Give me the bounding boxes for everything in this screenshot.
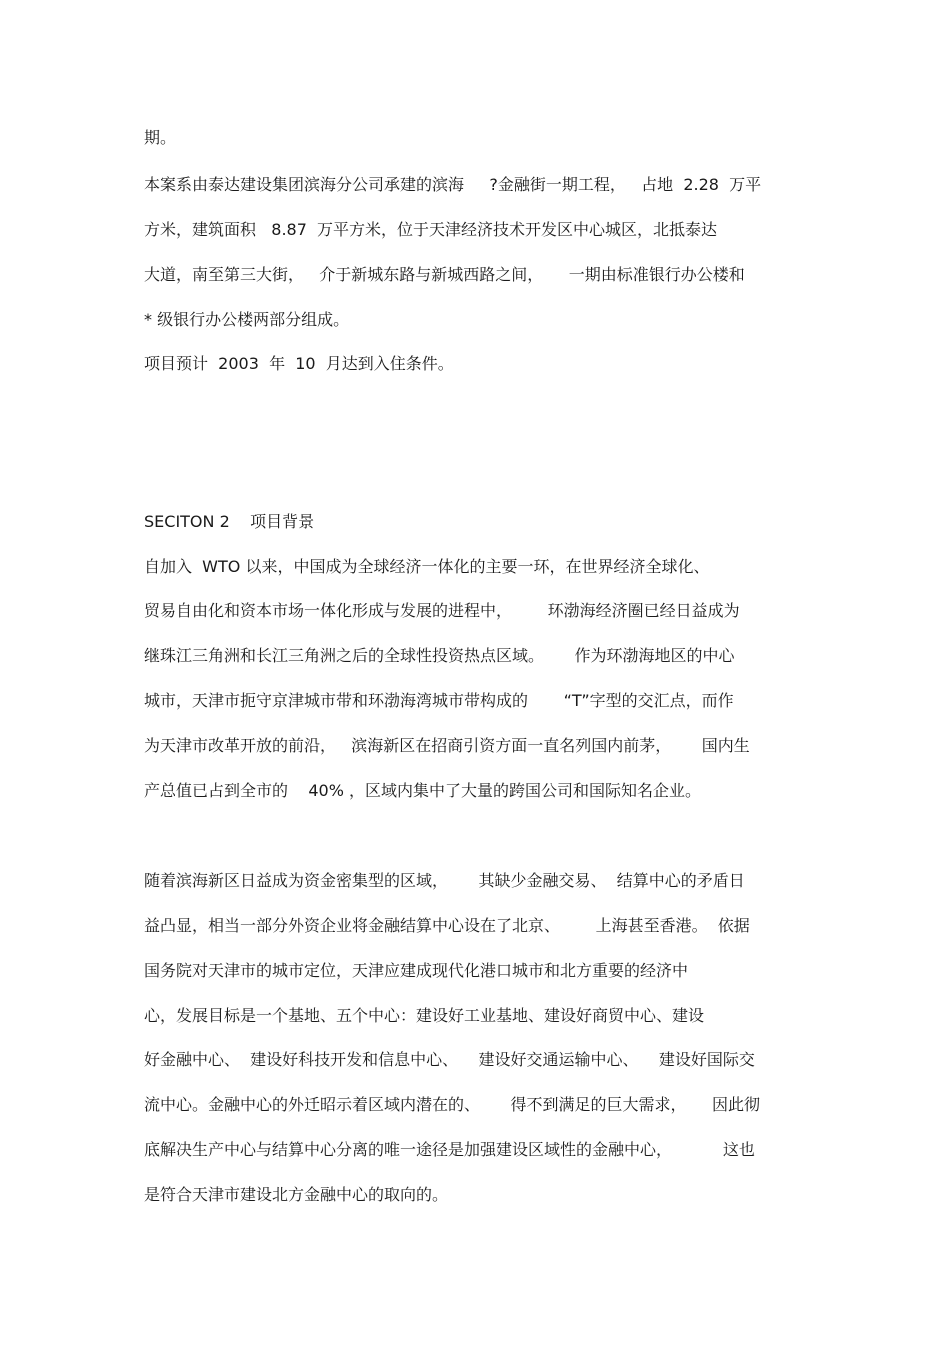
section-heading: SECITON 2 项目背景 bbox=[144, 512, 315, 531]
text-line: 是符合天津市建设北方金融中心的取向的。 bbox=[144, 1185, 449, 1204]
text-line: 底解决生产中心与结算中心分离的唯一途径是加强建设区域性的金融中心， 这也 bbox=[144, 1140, 755, 1159]
text-line: 大道，南至第三大街， 介于新城东路与新城西路之间， 一期由标准银行办公楼和 bbox=[144, 265, 745, 284]
text-line: 心，发展目标是一个基地、五个中心：建设好工业基地、建设好商贸中心、建设 bbox=[144, 1006, 705, 1025]
text-line: 好金融中心、 建设好科技开发和信息中心、 建设好交通运输中心、 建设好国际交 bbox=[144, 1050, 755, 1069]
text-line: 益凸显，相当一部分外资企业将金融结算中心设在了北京、 上海甚至香港。 依据 bbox=[144, 916, 750, 935]
text-line: 继珠江三角洲和长江三角洲之后的全球性投资热点区域。 作为环渤海地区的中心 bbox=[144, 646, 735, 665]
text-line: 期。 bbox=[144, 128, 177, 147]
text-line: 城市，天津市扼守京津城市带和环渤海湾城市带构成的 “T”字型的交汇点，而作 bbox=[144, 691, 734, 710]
text-line: 项目预计 2003 年 10 月达到入住条件。 bbox=[144, 354, 454, 373]
text-line: 贸易自由化和资本市场一体化形成与发展的进程中， 环渤海经济圈已经日益成为 bbox=[144, 601, 740, 620]
text-line: 国务院对天津市的城市定位，天津应建成现代化港口城市和北方重要的经济中 bbox=[144, 961, 689, 980]
text-line: 为天津市改革开放的前沿， 滨海新区在招商引资方面一直名列国内前茅， 国内生 bbox=[144, 736, 750, 755]
text-line: 自加入 WTO 以来，中国成为全球经济一体化的主要一环，在世界经济全球化、 bbox=[144, 557, 710, 576]
text-line: 产总值已占到全市的 40% ，区域内集中了大量的跨国公司和国际知名企业。 bbox=[144, 781, 701, 800]
text-line: 本案系由泰达建设集团滨海分公司承建的滨海 ?金融街一期工程， 占地 2.28 万平 bbox=[144, 175, 762, 194]
text-line: * 级银行办公楼两部分组成。 bbox=[144, 310, 350, 329]
text-line: 随着滨海新区日益成为资金密集型的区域， 其缺少金融交易、 结算中心的矛盾日 bbox=[144, 871, 745, 890]
text-line: 方米，建筑面积 8.87 万平方米，位于天津经济技术开发区中心城区，北抵泰达 bbox=[144, 220, 718, 239]
text-line: 流中心。金融中心的外迁昭示着区域内潜在的、 得不到满足的巨大需求， 因此彻 bbox=[144, 1095, 760, 1114]
